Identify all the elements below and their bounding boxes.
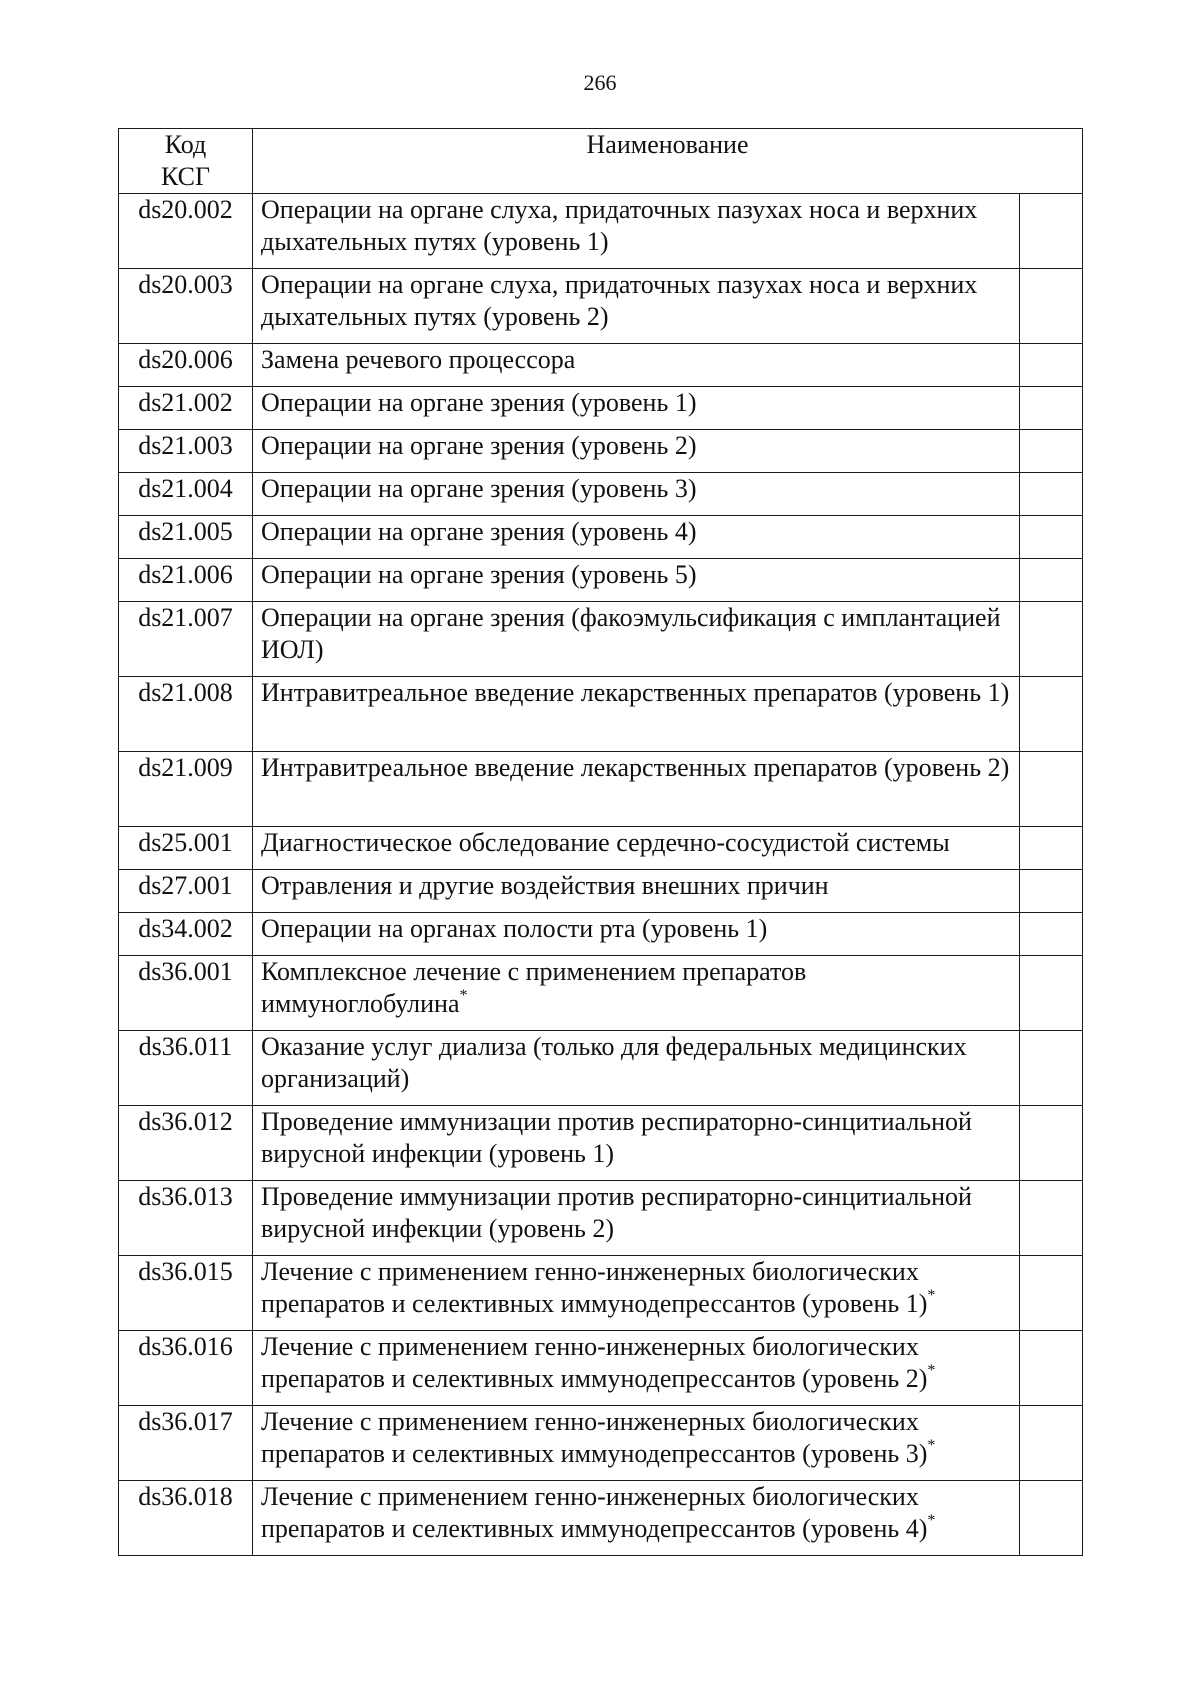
row-name-text: Операции на органе зрения (уровень 5) bbox=[261, 560, 697, 589]
row-code: ds36.015 bbox=[119, 1256, 253, 1331]
row-name-text: Лечение с применением генно-инженерных биологических препаратов и селективных иммунодепрессантов (уровень 2) bbox=[261, 1332, 928, 1393]
table-row bbox=[119, 269, 1083, 344]
row-code: ds34.002 bbox=[119, 913, 253, 956]
row-name bbox=[253, 1331, 1020, 1406]
table-row bbox=[119, 194, 1083, 269]
row-name bbox=[253, 752, 1020, 827]
row-extra-cell bbox=[1020, 1406, 1083, 1481]
row-name-text: Оказание услуг диализа (только для федеральных медицинских организаций) bbox=[261, 1032, 967, 1093]
header-code bbox=[119, 129, 253, 194]
row-name-text: Интравитреальное введение лекарственных препаратов (уровень 2) bbox=[261, 753, 1010, 782]
row-extra-cell bbox=[1020, 1256, 1083, 1331]
row-name-text: Интравитреальное введение лекарственных препаратов (уровень 1) bbox=[261, 678, 1010, 707]
row-footnote-mark: * bbox=[459, 987, 468, 1004]
row-name-text: Операции на органе зрения (уровень 3) bbox=[261, 474, 697, 503]
ksg-table bbox=[118, 128, 1083, 1556]
row-extra-cell bbox=[1020, 387, 1083, 430]
table-header bbox=[119, 129, 1083, 194]
row-code: ds21.005 bbox=[119, 516, 253, 559]
row-extra-cell bbox=[1020, 269, 1083, 344]
table-row bbox=[119, 1406, 1083, 1481]
row-extra-cell bbox=[1020, 677, 1083, 752]
row-name-text: Операции на органе зрения (уровень 4) bbox=[261, 517, 697, 546]
table-row bbox=[119, 516, 1083, 559]
row-name bbox=[253, 913, 1020, 956]
row-name-text: Проведение иммунизации против респираторно-синцитиальной вирусной инфекции (уровень 1) bbox=[261, 1107, 972, 1168]
table-row bbox=[119, 1331, 1083, 1406]
row-name bbox=[253, 269, 1020, 344]
row-extra-cell bbox=[1020, 827, 1083, 870]
row-code: ds21.002 bbox=[119, 387, 253, 430]
header-code-line1: Код bbox=[164, 130, 207, 159]
row-code: ds36.011 bbox=[119, 1031, 253, 1106]
row-name bbox=[253, 430, 1020, 473]
row-code: ds20.002 bbox=[119, 194, 253, 269]
table-row bbox=[119, 344, 1083, 387]
row-code: ds20.003 bbox=[119, 269, 253, 344]
row-name bbox=[253, 1406, 1020, 1481]
row-name bbox=[253, 559, 1020, 602]
header-name: Наименование bbox=[253, 129, 1083, 194]
row-code: ds36.001 bbox=[119, 956, 253, 1031]
row-name-text: Отравления и другие воздействия внешних причин bbox=[261, 871, 829, 900]
table-row bbox=[119, 752, 1083, 827]
row-name-text: Проведение иммунизации против респираторно-синцитиальной вирусной инфекции (уровень 2) bbox=[261, 1182, 972, 1243]
table-row bbox=[119, 1256, 1083, 1331]
row-extra-cell bbox=[1020, 1106, 1083, 1181]
table-row bbox=[119, 913, 1083, 956]
table-row bbox=[119, 602, 1083, 677]
row-extra-cell bbox=[1020, 913, 1083, 956]
table-row bbox=[119, 387, 1083, 430]
table-row bbox=[119, 870, 1083, 913]
table-row bbox=[119, 559, 1083, 602]
table-row bbox=[119, 1481, 1083, 1556]
row-name bbox=[253, 1106, 1020, 1181]
row-code: ds21.007 bbox=[119, 602, 253, 677]
row-code: ds27.001 bbox=[119, 870, 253, 913]
row-extra-cell bbox=[1020, 602, 1083, 677]
header-row bbox=[119, 129, 1083, 194]
table-row bbox=[119, 1031, 1083, 1106]
row-extra-cell bbox=[1020, 1481, 1083, 1556]
row-code: ds36.017 bbox=[119, 1406, 253, 1481]
row-extra-cell bbox=[1020, 516, 1083, 559]
table-row bbox=[119, 430, 1083, 473]
row-code: ds36.013 bbox=[119, 1181, 253, 1256]
row-code: ds21.004 bbox=[119, 473, 253, 516]
row-name-text: Операции на органе слуха, придаточных пазухах носа и верхних дыхательных путях (уровень 1) bbox=[261, 195, 978, 256]
row-name-text: Комплексное лечение с применением препаратов иммуноглобулина bbox=[261, 957, 807, 1018]
table-body bbox=[119, 194, 1083, 1556]
header-code-line2: КСГ bbox=[160, 162, 211, 191]
row-code: ds36.016 bbox=[119, 1331, 253, 1406]
row-footnote-mark: * bbox=[927, 1512, 936, 1529]
row-footnote-mark: * bbox=[927, 1287, 936, 1304]
row-name bbox=[253, 677, 1020, 752]
row-name-text: Операции на органах полости рта (уровень 1) bbox=[261, 914, 768, 943]
row-name-text: Замена речевого процессора bbox=[261, 345, 576, 374]
table-row bbox=[119, 827, 1083, 870]
row-name-text: Операции на органе зрения (факоэмульсификация с имплантацией ИОЛ) bbox=[261, 603, 1001, 664]
row-name bbox=[253, 870, 1020, 913]
table-row bbox=[119, 677, 1083, 752]
row-name bbox=[253, 1031, 1020, 1106]
row-name bbox=[253, 194, 1020, 269]
row-footnote-mark: * bbox=[927, 1437, 936, 1454]
row-code: ds21.008 bbox=[119, 677, 253, 752]
row-extra-cell bbox=[1020, 956, 1083, 1031]
row-extra-cell bbox=[1020, 1331, 1083, 1406]
row-extra-cell bbox=[1020, 1031, 1083, 1106]
row-name-text: Лечение с применением генно-инженерных биологических препаратов и селективных иммунодепрессантов (уровень 4) bbox=[261, 1482, 928, 1543]
row-extra-cell bbox=[1020, 752, 1083, 827]
row-code: ds21.006 bbox=[119, 559, 253, 602]
row-name bbox=[253, 1256, 1020, 1331]
row-name-text: Лечение с применением генно-инженерных биологических препаратов и селективных иммунодепрессантов (уровень 3) bbox=[261, 1407, 928, 1468]
row-name bbox=[253, 602, 1020, 677]
row-name bbox=[253, 1181, 1020, 1256]
row-name bbox=[253, 344, 1020, 387]
row-extra-cell bbox=[1020, 344, 1083, 387]
row-code: ds36.018 bbox=[119, 1481, 253, 1556]
row-name bbox=[253, 387, 1020, 430]
row-footnote-mark: * bbox=[927, 1362, 936, 1379]
row-extra-cell bbox=[1020, 430, 1083, 473]
row-extra-cell bbox=[1020, 473, 1083, 516]
row-name bbox=[253, 473, 1020, 516]
row-name bbox=[253, 827, 1020, 870]
row-name bbox=[253, 1481, 1020, 1556]
row-code: ds25.001 bbox=[119, 827, 253, 870]
row-name-text: Операции на органе зрения (уровень 1) bbox=[261, 388, 697, 417]
row-name-text: Операции на органе зрения (уровень 2) bbox=[261, 431, 697, 460]
row-extra-cell bbox=[1020, 1181, 1083, 1256]
table-row bbox=[119, 473, 1083, 516]
row-extra-cell bbox=[1020, 559, 1083, 602]
row-name bbox=[253, 516, 1020, 559]
table-row bbox=[119, 956, 1083, 1031]
table-row bbox=[119, 1106, 1083, 1181]
row-code: ds20.006 bbox=[119, 344, 253, 387]
row-extra-cell bbox=[1020, 870, 1083, 913]
row-name bbox=[253, 956, 1020, 1031]
row-extra-cell bbox=[1020, 194, 1083, 269]
row-code: ds36.012 bbox=[119, 1106, 253, 1181]
row-code: ds21.003 bbox=[119, 430, 253, 473]
table-row bbox=[119, 1181, 1083, 1256]
row-code: ds21.009 bbox=[119, 752, 253, 827]
row-name-text: Диагностическое обследование сердечно-сосудистой системы bbox=[261, 828, 950, 857]
page-number: 266 bbox=[583, 70, 617, 95]
row-name-text: Операции на органе слуха, придаточных пазухах носа и верхних дыхательных путях (уровень 2) bbox=[261, 270, 978, 331]
row-name-text: Лечение с применением генно-инженерных биологических препаратов и селективных иммунодепрессантов (уровень 1) bbox=[261, 1257, 928, 1318]
